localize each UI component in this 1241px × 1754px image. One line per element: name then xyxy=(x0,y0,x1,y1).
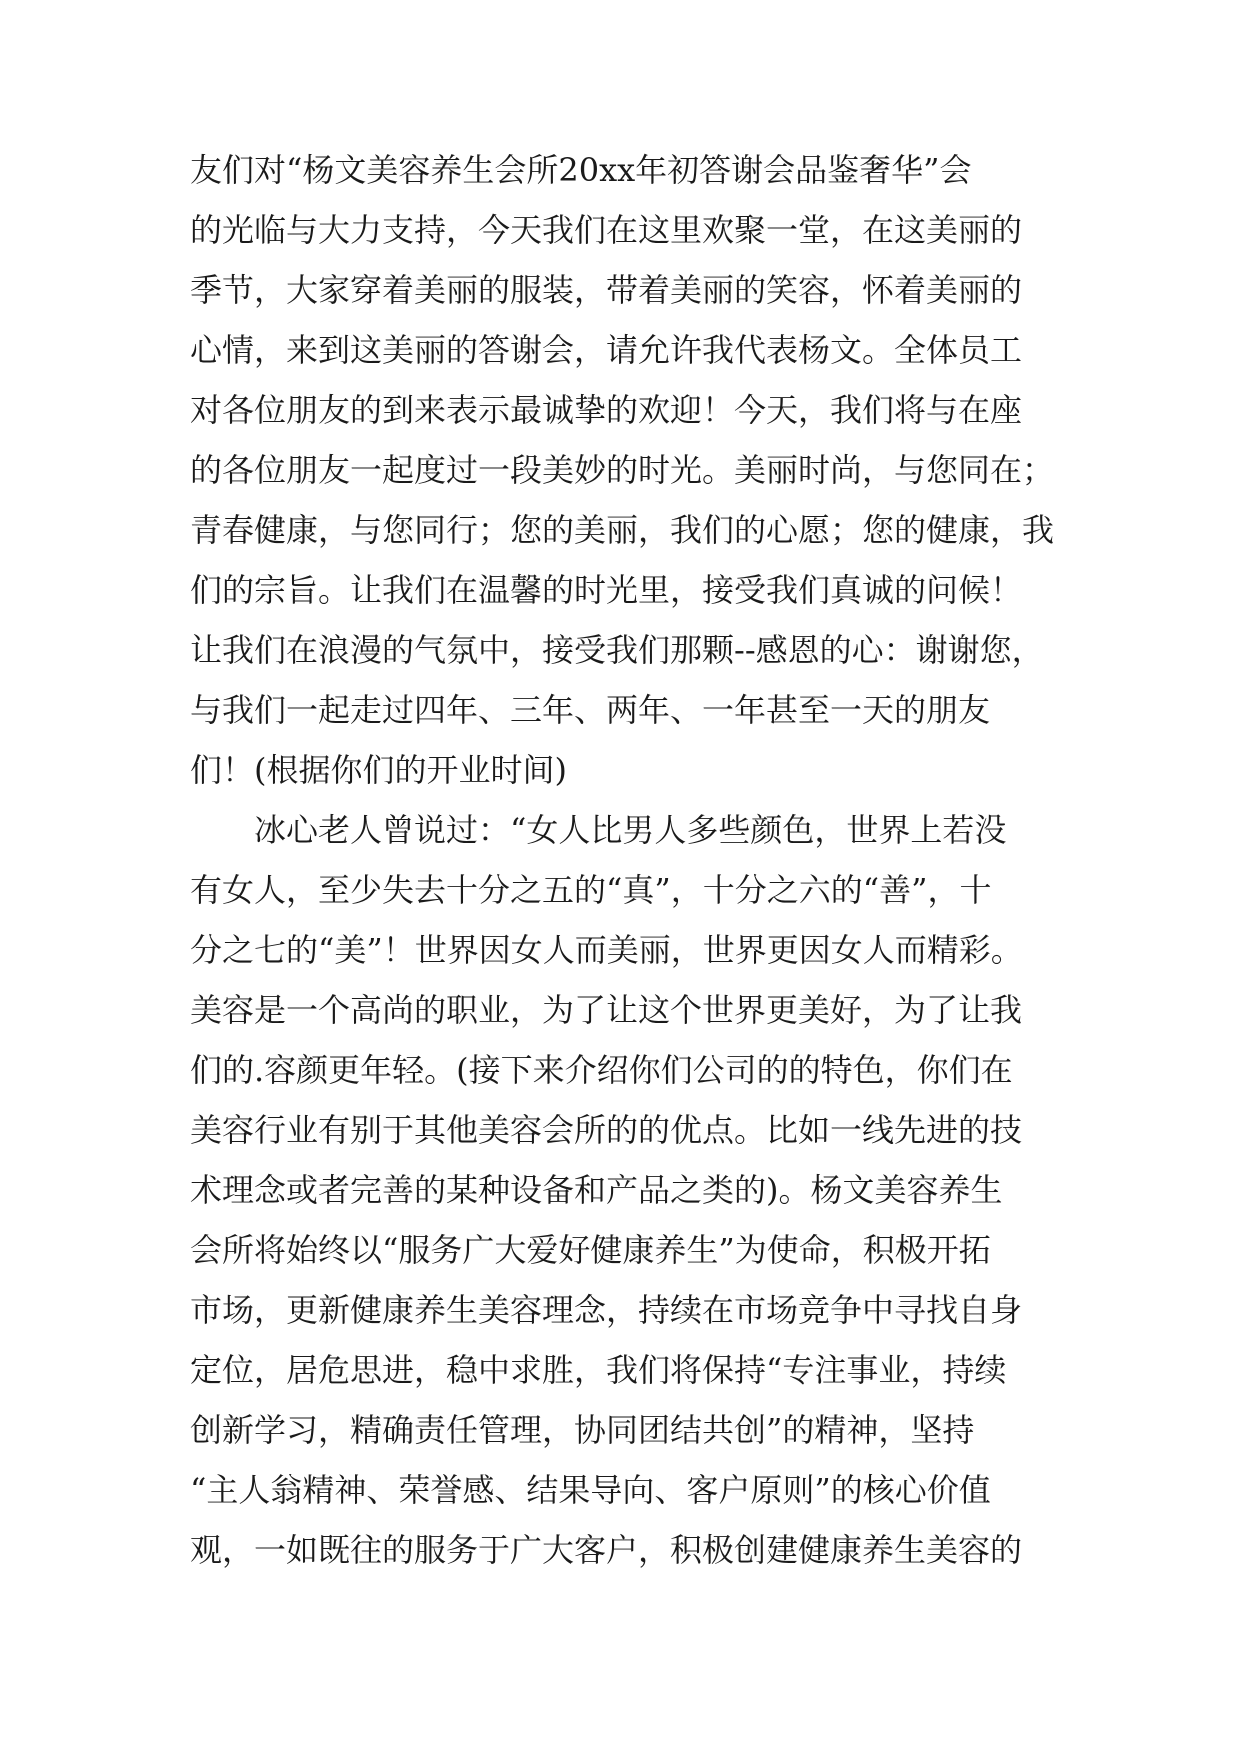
text-line: 冰心老人曾说过：“女人比男人多些颜色，世界上若没 xyxy=(254,811,1007,849)
text-line: 有女人，至少失去十分之五的“真”，十分之六的“善”，十 xyxy=(190,871,992,909)
text-line: 市场，更新健康养生美容理念，持续在市场竞争中寻找自身 xyxy=(190,1291,1023,1329)
text-line: 们的.容颜更年轻。(接下来介绍你们公司的的特色，你们在 xyxy=(190,1051,1013,1089)
text-line: 季节，大家穿着美丽的服装，带着美丽的笑容，怀着美丽的 xyxy=(190,271,1023,309)
text-line: 会所将始终以“服务广大爱好健康养生”为使命，积极开拓 xyxy=(190,1231,991,1269)
text-line: 对各位朋友的到来表示最诚挚的欢迎！今天，我们将与在座 xyxy=(190,391,1023,429)
text-line: 青春健康，与您同行；您的美丽，我们的心愿；您的健康，我 xyxy=(190,511,1055,549)
text-line: 们的宗旨。让我们在温馨的时光里，接受我们真诚的问候！ xyxy=(190,571,1023,609)
text-line: 让我们在浪漫的气氛中，接受我们那颗--感恩的心：谢谢您， xyxy=(190,631,1044,669)
text-line: 观，一如既往的服务于广大客户，积极创建健康养生美容的 xyxy=(190,1531,1023,1569)
text-line: 友们对“杨文美容养生会所20xx年初答谢会品鉴奢华”会 xyxy=(190,151,972,189)
text-line: “主人翁精神、荣誉感、结果导向、客户原则”的核心价值 xyxy=(190,1471,991,1509)
text-line: 与我们一起走过四年、三年、两年、一年甚至一天的朋友 xyxy=(190,691,991,729)
text-line: 的光临与大力支持，今天我们在这里欢聚一堂，在这美丽的 xyxy=(190,211,1023,249)
text-line: 创新学习，精确责任管理，协同团结共创”的精神，坚持 xyxy=(190,1411,975,1449)
text-line: 们！(根据你们的开业时间) xyxy=(190,751,567,789)
text-line: 心情，来到这美丽的答谢会，请允许我代表杨文。全体员工 xyxy=(190,331,1023,369)
text-line: 定位，居危思进，稳中求胜，我们将保持“专注事业，持续 xyxy=(190,1351,1007,1389)
text-line: 术理念或者完善的某种设备和产品之类的)。杨文美容养生 xyxy=(190,1171,1003,1209)
text-line: 美容是一个高尚的职业，为了让这个世界更美好，为了让我 xyxy=(190,991,1023,1029)
text-line: 的各位朋友一起度过一段美妙的时光。美丽时尚，与您同在； xyxy=(190,451,1055,489)
text-line: 分之七的“美”！世界因女人而美丽，世界更因女人而精彩。 xyxy=(190,931,1023,969)
body-text xyxy=(190,140,1070,1580)
text-line: 美容行业有别于其他美容会所的的优点。比如一线先进的技 xyxy=(190,1111,1023,1149)
